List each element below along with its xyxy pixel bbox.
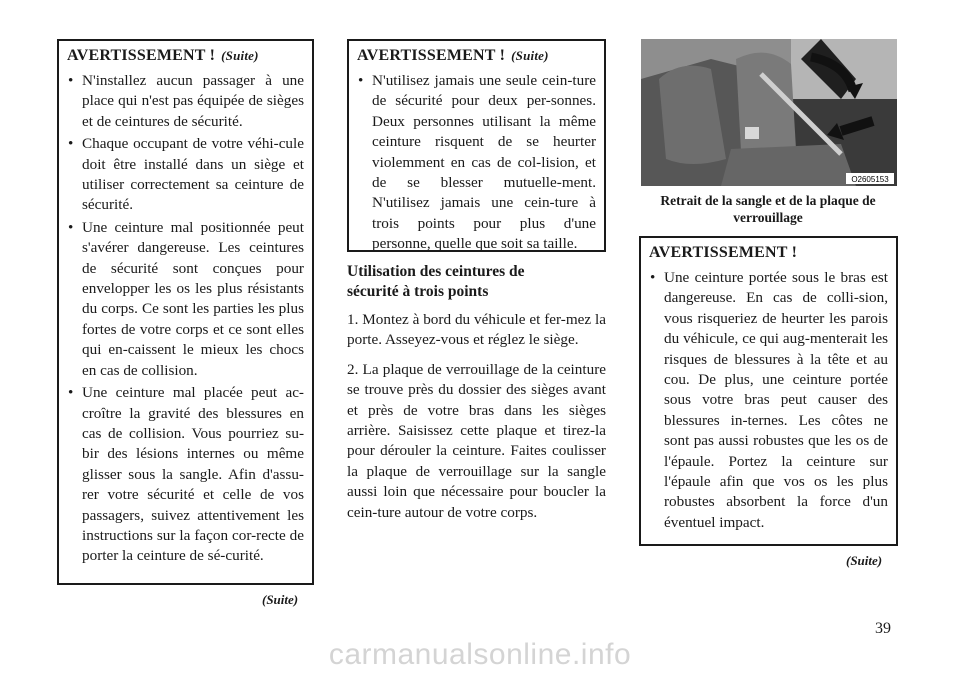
warning-list xyxy=(357,71,596,255)
figure-code: O2605153 xyxy=(851,175,889,184)
warning-box-middle xyxy=(347,39,606,252)
warning-title-text: AVERTISSEMENT ! xyxy=(649,244,798,261)
warning-title-text: AVERTISSEMENT ! xyxy=(67,47,216,64)
warning-suite-label: (Suite) xyxy=(511,48,549,63)
warning-item: • N'utilisez jamais une seule cein-ture de sécurité pour deux per-sonnes. Deux personnes utilisant la même ceinture risquent de se heurter violemment en cas de col-lision, et de se blesser mutuelle-ment. N'utilisez jamais une cein-ture à trois points pour plus d'une personne, quelle que soit sa taille. xyxy=(357,71,596,255)
warning-item: • Une ceinture mal placée peut ac-croître la gravité des blessures en cas de collision. Vous pourriez su-bir des lésions internes ou même glisser sous la sangle. Afin d'assu-rer votre sécurité et celle de vos passagers, suivez attentivement les instructions sur la façon cor-recte de porter la ceinture de sé-curité. xyxy=(67,383,304,567)
warning-box-left xyxy=(57,39,314,585)
section-body xyxy=(347,310,606,532)
seatbelt-illustration xyxy=(641,39,897,186)
warning-title xyxy=(67,47,304,65)
figure-caption: Retrait de la sangle et de la plaque de verrouillage xyxy=(660,193,876,225)
seatbelt-photo xyxy=(641,39,897,186)
warning-title xyxy=(649,244,888,262)
warning-item: • N'installez aucun passager à une place qui n'est pas équipée de sièges et de ceintures de sécurité. xyxy=(67,71,304,132)
warning-title xyxy=(357,47,596,65)
section-heading: Utilisation des ceintures de sécurité à trois points xyxy=(347,263,525,300)
warning-item: • Une ceinture portée sous le bras est dangereuse. En cas de colli-sion, vous risqueriez de heurter les parois du véhicule, ce qui aug-menterait les risques de blessures à la tête et au cou. De plus, une ceinture portée sous votre bras peut causer des blessures in-ternes. Les côtes ne sont pas aussi robustes que les os de l'épaule. Portez la ceinture sur l'épaule afin que vos os les plus robustes absorbent la force d'un éventuel impact. xyxy=(649,268,888,533)
warning-list xyxy=(649,268,888,533)
warning-item: • Une ceinture mal positionnée peut s'avérer dangereuse. Les ceintures de sécurité sont conçues pour envelopper les os les plus résistants du corps. Ce sont les parties les plus fortes de votre corps et ce sont elles qui en-caissent le mieux les chocs en cas de collision. xyxy=(67,218,304,381)
paragraph: 2. La plaque de verrouillage de la ceinture se trouve près du dossier des sièges avant et près de votre bras dans les sièges arrière. Saisissez cette plaque et tirez-la pour dérouler la ceinture. Faites coulisser la plaque de verrouillage sur la sangle aussi loin que nécessaire pour boucler la cein-ture autour de votre corps. xyxy=(347,360,606,521)
paragraph: 1. Montez à bord du véhicule et fer-mez la porte. Asseyez-vous et réglez le siège. xyxy=(347,311,606,349)
warning-list xyxy=(67,71,304,567)
continued-note-right: (Suite) xyxy=(846,553,883,568)
warning-suite-label: (Suite) xyxy=(221,48,259,63)
warning-box-right xyxy=(639,236,898,546)
warning-title-text: AVERTISSEMENT ! xyxy=(357,47,506,64)
page-number: 39 xyxy=(875,620,891,637)
warning-item: • Chaque occupant de votre véhi-cule doit être installé dans un siège et utiliser correctement sa ceinture de sécurité. xyxy=(67,134,304,216)
watermark: carmanualsonline.info xyxy=(328,638,632,671)
continued-note-left: (Suite) xyxy=(262,592,299,607)
